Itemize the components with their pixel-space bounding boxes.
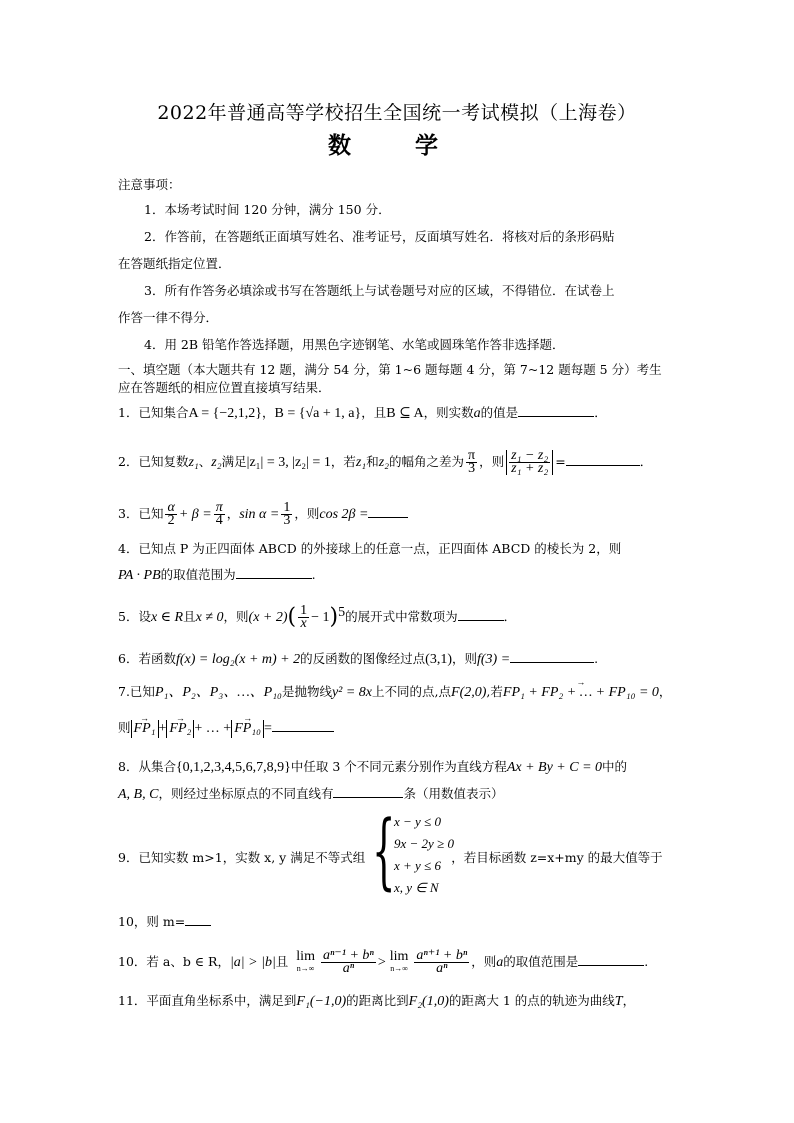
question-1: 1．已知集合A = {−2,1,2}，B = {√a + 1, a}，且B ⊆ A，则实数a的值是 ． xyxy=(118,405,607,421)
subject-title: 数 学 xyxy=(327,132,466,159)
notice-item-1: 1．本场考试时间 120 分钟，满分 150 分． xyxy=(144,202,391,217)
question-9-line1: 9．已知实数 m>1，实数 x, y 满足不等式组 ，若目标函数 z=x+my 的最大值等于 xyxy=(118,850,663,865)
question-4-line1: 4．已知点 P 为正四面体 ABCD 的外接球上的任意一点，正四面体 ABCD 的棱长为 2，则 xyxy=(118,541,622,556)
question-7-line2: 则→ FP₁ +→ FP₂ + … +→ FP₁₀ = xyxy=(118,719,678,738)
question-8-line1: 8．从集合{0,1,2,3,4,5,6,7,8,9}中任取 3 个不同元素分别作为直线方程Ax + By + C = 0中的 xyxy=(118,759,628,775)
answer-blank-1[interactable] xyxy=(518,404,594,417)
section-heading-line2: 应在答题纸的相应位置直接填写结果． xyxy=(118,380,331,395)
answer-blank-5[interactable] xyxy=(458,608,504,621)
answer-blank-2[interactable] xyxy=(566,453,640,466)
question-9-line2: 10，则 m= xyxy=(118,913,678,931)
inequality-system: { x − y ≤ 0 9x − 2y ≥ 0 x + y ≤ 6 x, y ∈ N xyxy=(372,804,454,899)
inequality-2: 9x − 2y ≥ 0 xyxy=(394,836,454,851)
notice-item-3: 3．所有作答务必填涂或书写在答题纸上与试卷题号对应的区域，不得错位．在试卷上 xyxy=(144,283,615,298)
answer-blank-8[interactable] xyxy=(333,785,403,798)
answer-blank-10[interactable] xyxy=(578,953,644,966)
question-8-line2: A, B, C，则经过坐标原点的不同直线有 条（用数值表示） xyxy=(118,786,504,802)
question-5: 5．设x ∈ R且x ≠ 0，则(x + 2)( $\frac{1}{x}$ − 1)$^5$的展开式中常数项为 ． xyxy=(118,603,517,632)
question-6: 6．若函数f(x) = log₂(x + m) + 2的反函数的图像经过点(3,1)，则f(3) = . xyxy=(118,651,599,667)
inequality-1: x − y ≤ 0 xyxy=(394,814,441,829)
notice-item-2-cont: 在答题纸指定位置． xyxy=(118,256,231,271)
notice-item-4: 4．用 2B 铅笔作答选择题，用黑色字迹钢笔、水笔或圆珠笔作答非选择题． xyxy=(144,337,565,352)
notice-item-3-cont: 作答一律不得分． xyxy=(118,310,219,325)
exam-title: 2022年普通高等学校招生全国统一考试模拟（上海卷） xyxy=(157,102,637,124)
notice-heading: 注意事项： xyxy=(118,177,181,192)
section-heading-line1: 一、填空题（本大题共有 12 题，满分 54 分，第 1~6 题每题 4 分，第 7~12 题每题 5 分）考生 xyxy=(118,362,662,377)
question-7-line1: 7.已知P₁、P₂、P₃、…、P₁₀是抛物线y² = 8x上不同的点,点F(2,0),若→ FP₁ + FP₂ + … + FP₁₀ = 0， xyxy=(118,683,678,702)
answer-blank-6[interactable] xyxy=(510,650,594,663)
answer-blank-7[interactable] xyxy=(272,719,334,732)
answer-blank-4[interactable] xyxy=(236,566,312,579)
notice-item-2: 2．作答前，在答题纸正面填写姓名、准考证号，反面填写姓名．将核对后的条形码贴 xyxy=(144,229,615,244)
question-3: 3．已知 $\frac{\alpha}{2}$ + β = $\frac{\pi}{4}$ ，sin α = $\frac{1}{3}$ ，则cos 2β = xyxy=(118,502,678,527)
question-10: 10．若 a、b ∈ R，|a| > |b|且 lim n→∞ $\frac{\text{aⁿ⁻¹ + bⁿ}}{\text{aⁿ}}$ > lim n→∞ $\frac{\text{aⁿ⁺¹ + bⁿ}}{\text{aⁿ}}$ ，则a的取值范围是 . xyxy=(118,948,649,976)
answer-blank-9[interactable] xyxy=(185,913,211,926)
question-4-line2: PA · PB的取值范围为 . xyxy=(118,567,316,583)
inequality-4: x, y ∈ N xyxy=(394,880,439,895)
answer-blank-3[interactable] xyxy=(368,505,408,518)
inequality-3: x + y ≤ 6 xyxy=(394,858,441,873)
question-2: 2．已知复数z₁、z₂满足|z₁| = 3, |z₂| = 1，若z₁和z₂的幅角之差为 $\frac{\pi}{3}$ ，则 $\frac{\text{z₁ − z₂}}{\text{z₁ + z₂}}$ = ． xyxy=(118,448,653,476)
question-11: 11．平面直角坐标系中，满足到F₁(−1,0)的距离比到F₂(1,0)的距离大 1 的点的轨迹为曲线T， xyxy=(118,993,636,1009)
